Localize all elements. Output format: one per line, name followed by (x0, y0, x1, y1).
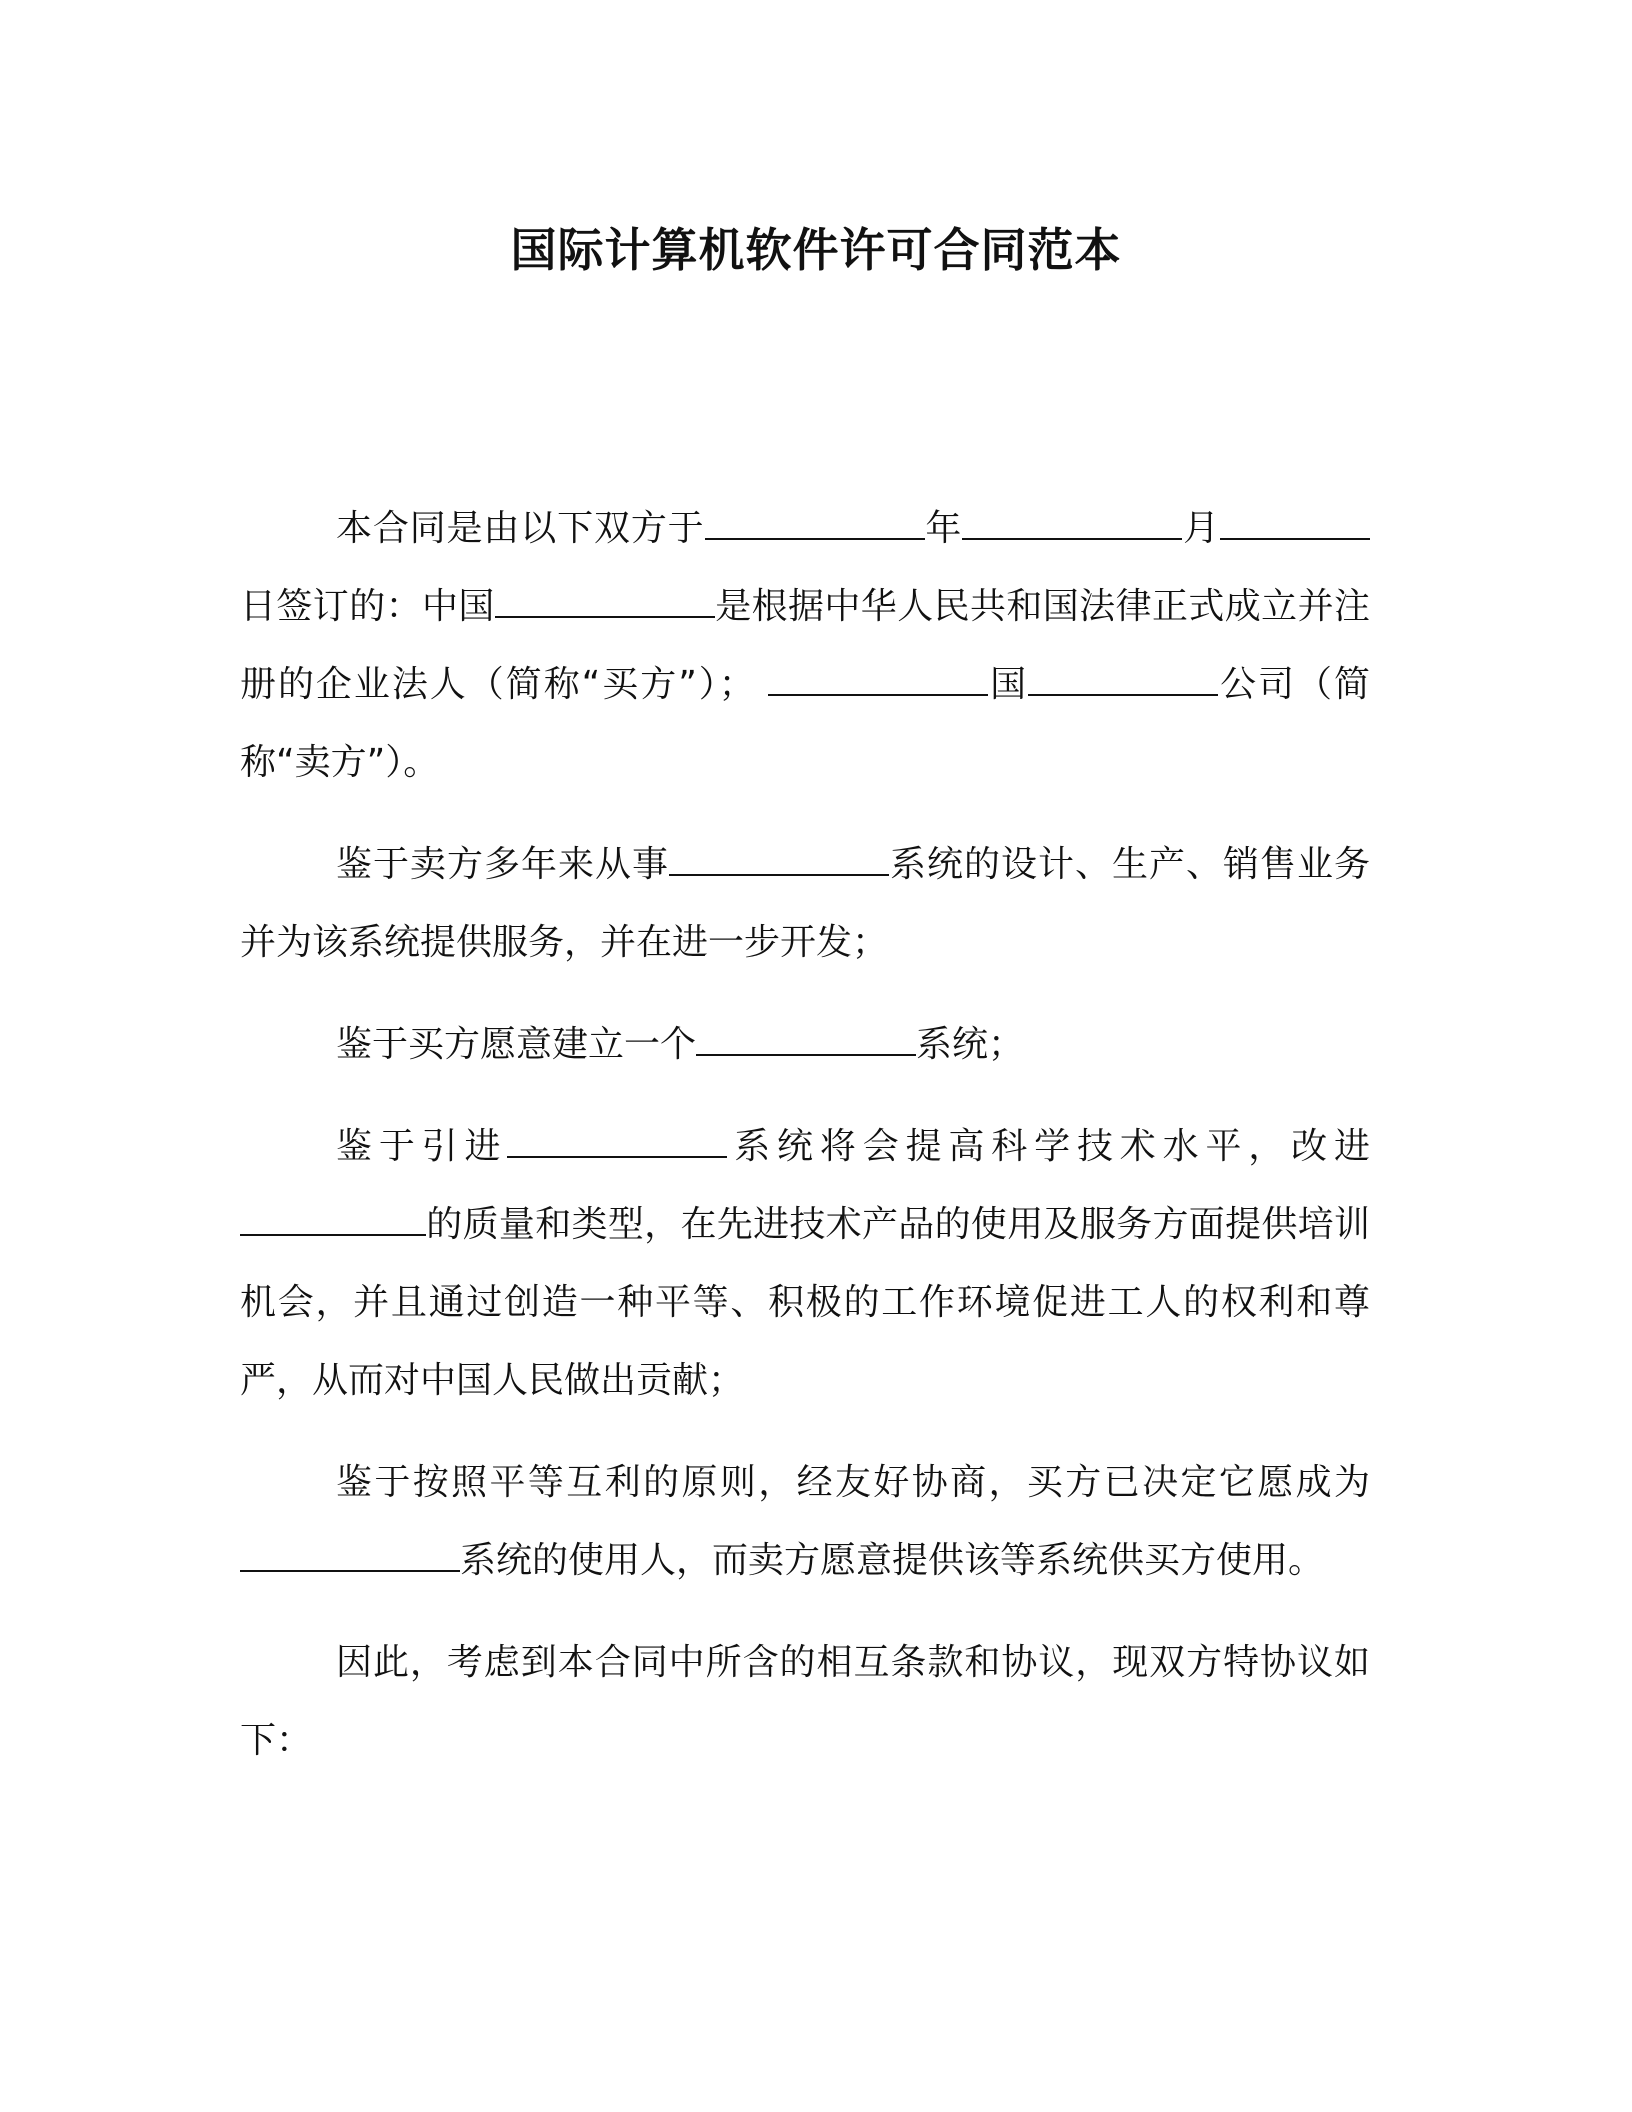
blank-day (1220, 504, 1370, 540)
blank-system-name (669, 840, 889, 876)
text-segment: 本合同是由以下双方于 (336, 508, 705, 549)
blank-year (705, 504, 925, 540)
blank-product-name (240, 1200, 426, 1236)
blank-system-name (240, 1536, 460, 1572)
text-segment: 鉴于卖方多年来从事 (336, 844, 669, 885)
blank-buyer-name (495, 582, 715, 618)
text-segment: 是根据中华人民共和国法律正式成立并注册的企业法人（简称“买方”）； (240, 586, 1370, 705)
text-segment: 系统将会提高科学技术水平，改进 (727, 1126, 1370, 1167)
blank-system-name (696, 1020, 916, 1056)
blank-seller-country (768, 660, 988, 696)
text-segment: 鉴于买方愿意建立一个 (336, 1024, 697, 1065)
text-segment: 的质量和类型，在先进技术产品的使用及服务方面提供培训机会，并且通过创造一种平等、积极的工作环境促进工人的权利和尊严，从而对中国人民做出贡献； (240, 1204, 1370, 1401)
paragraph-parties (240, 490, 1370, 802)
text-segment: 鉴于引进 (336, 1126, 508, 1167)
text-segment: 公司（简称“卖方”）。 (240, 664, 1370, 783)
text-segment: 国 (988, 664, 1029, 705)
text-segment: 系统的设计、生产、销售业务并为该系统提供服务，并在进一步开发； (240, 844, 1370, 963)
document-title: 国际计算机软件许可合同范本 (510, 223, 1122, 277)
text-segment: 日签订的：中国 (240, 586, 495, 627)
text-segment: 鉴于按照平等互利的原则，经友好协商，买方已决定它愿成为 (336, 1462, 1370, 1503)
paragraph-buyer-intent (240, 1006, 1370, 1084)
text-segment: 系统； (916, 1024, 1025, 1065)
paragraph-agreement-basis (240, 1444, 1370, 1600)
paragraph-benefits (240, 1108, 1370, 1420)
text-segment: 年 (924, 508, 963, 549)
blank-seller-name (1028, 660, 1218, 696)
document-body (240, 490, 1370, 1804)
blank-month (962, 504, 1182, 540)
paragraph-agreement-intro (240, 1624, 1370, 1780)
paragraph-seller-business (240, 826, 1370, 982)
text-segment: 因此，考虑到本合同中所含的相互条款和协议，现双方特协议如下： (240, 1642, 1370, 1761)
blank-system-name (507, 1122, 727, 1158)
text-segment: 月 (1182, 508, 1220, 549)
text-segment: 系统的使用人，而卖方愿意提供该等系统供买方使用。 (460, 1540, 1325, 1581)
